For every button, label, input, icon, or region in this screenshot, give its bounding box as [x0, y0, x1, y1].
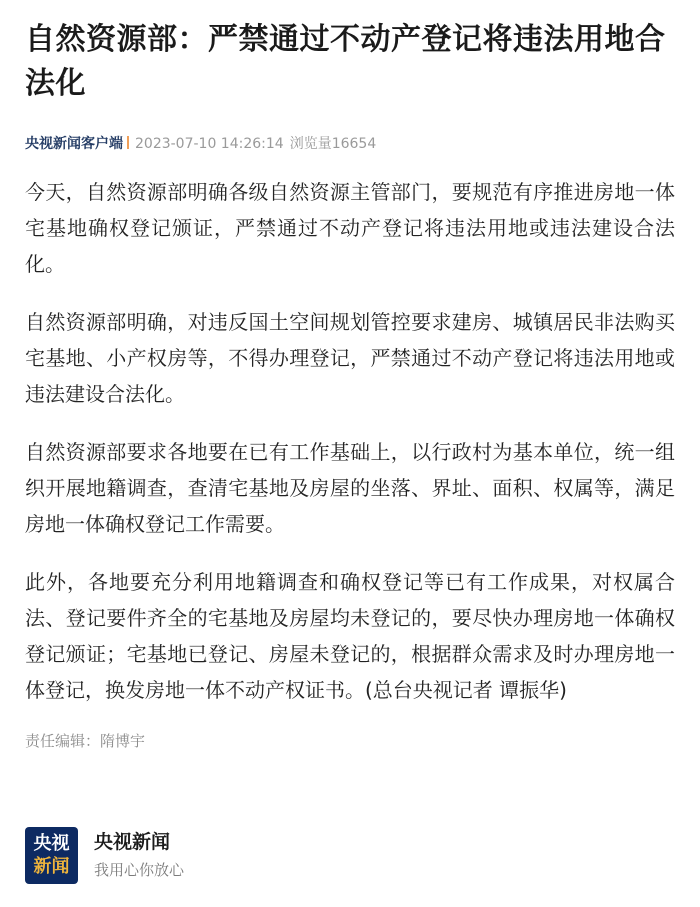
publish-datetime: 2023-07-10 14:26:14: [135, 136, 284, 152]
logo-text-bottom: 新闻: [33, 856, 70, 877]
publisher-footer[interactable]: [25, 826, 184, 884]
paragraph: 自然资源部要求各地要在已有工作基础上，以行政村为基本单位，统一组织开展地籍调查，查清宅基地及房屋的坐落、界址、面积、权属等，满足房地一体确权登记工作需要。: [25, 440, 675, 536]
logo-text-top: 央视: [33, 833, 70, 854]
paragraph: 此外，各地要充分利用地籍调查和确权登记等已有工作成果，对权属合法、登记要件齐全的宅基地及房屋均未登记的，要尽快办理房地一体确权登记颁证；宅基地已登记、房屋未登记的，根据群众需求及时办理房地一体登记，换发房地一体不动产权证书。(总台央视记者 谭振华): [25, 570, 675, 702]
cctv-news-logo[interactable]: [25, 827, 78, 884]
view-count: 浏览量16654: [289, 136, 377, 152]
article-meta: [25, 134, 675, 154]
publisher-name[interactable]: 央视新闻: [94, 831, 171, 853]
article-content: [25, 174, 675, 708]
source-link[interactable]: 央视新闻客户端: [25, 136, 123, 152]
publisher-slogan: 我用心你放心: [94, 861, 185, 879]
article-title: 自然资源部：严禁通过不动产登记将违法用地合法化: [25, 22, 666, 101]
paragraph: 自然资源部明确，对违反国土空间规划管控要求建房、城镇居民非法购买宅基地、小产权房等，不得办理登记，严禁通过不动产登记将违法用地或违法建设合法化。: [25, 310, 675, 406]
meta-divider: [127, 136, 129, 149]
responsible-editor: 责任编辑：隋博宇: [25, 732, 146, 750]
paragraph: 今天，自然资源部明确各级自然资源主管部门，要规范有序推进房地一体宅基地确权登记颁证，严禁通过不动产登记将违法用地或违法建设合法化。: [25, 180, 675, 276]
publisher-info: [94, 829, 184, 881]
